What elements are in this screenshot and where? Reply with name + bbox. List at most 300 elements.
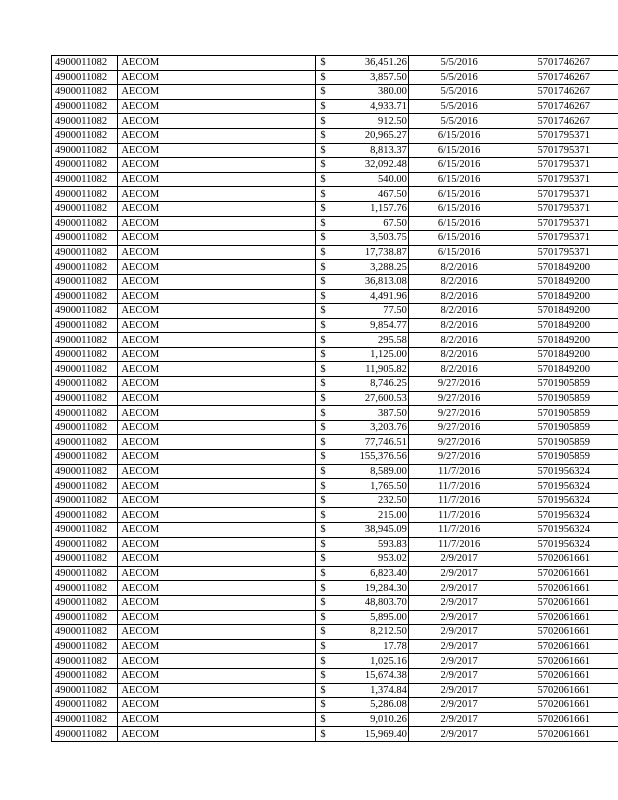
vendor-id-cell[interactable] <box>52 639 118 654</box>
date-cell[interactable] <box>408 420 509 435</box>
document-number-cell[interactable] <box>509 377 618 392</box>
document-number-cell[interactable] <box>509 143 618 158</box>
date-cell[interactable] <box>408 435 509 450</box>
document-number-cell[interactable] <box>509 639 618 654</box>
vendor-id-cell[interactable] <box>52 362 118 377</box>
amount-cell[interactable] <box>341 289 409 304</box>
vendor-name-cell[interactable] <box>118 610 316 625</box>
amount-cell[interactable] <box>341 158 409 173</box>
vendor-id-cell[interactable] <box>52 712 118 727</box>
currency-cell[interactable] <box>316 625 341 640</box>
date-cell[interactable] <box>408 333 509 348</box>
vendor-id-cell[interactable] <box>52 172 118 187</box>
vendor-name-cell[interactable] <box>118 566 316 581</box>
vendor-id-cell[interactable] <box>52 625 118 640</box>
vendor-id-cell[interactable] <box>52 479 118 494</box>
date-cell[interactable] <box>408 187 509 202</box>
date-cell-text: 8/2/2016 <box>440 290 478 302</box>
currency-cell[interactable] <box>316 362 341 377</box>
amount-cell[interactable] <box>341 333 409 348</box>
document-number-cell[interactable] <box>509 683 618 698</box>
amount-cell[interactable] <box>341 260 409 275</box>
vendor-id-cell[interactable] <box>52 347 118 362</box>
currency-cell[interactable] <box>316 450 341 465</box>
amount-cell[interactable] <box>341 581 409 596</box>
date-cell[interactable] <box>408 70 509 85</box>
document-number-cell[interactable] <box>509 464 618 479</box>
amount-cell[interactable] <box>341 128 409 143</box>
date-cell[interactable] <box>408 274 509 289</box>
amount-cell[interactable] <box>341 493 409 508</box>
document-number-cell-text: 5701849200 <box>537 349 590 361</box>
vendor-name-cell[interactable] <box>118 464 316 479</box>
date-cell[interactable] <box>408 508 509 523</box>
amount-cell[interactable] <box>341 435 409 450</box>
date-cell[interactable] <box>408 128 509 143</box>
vendor-id-cell[interactable] <box>52 377 118 392</box>
amount-cell[interactable] <box>341 566 409 581</box>
document-number-cell[interactable] <box>509 712 618 727</box>
currency-cell[interactable] <box>316 523 341 538</box>
date-cell[interactable] <box>408 377 509 392</box>
vendor-name-cell[interactable] <box>118 668 316 683</box>
date-cell[interactable] <box>408 216 509 231</box>
amount-cell[interactable] <box>341 420 409 435</box>
document-number-cell[interactable] <box>509 610 618 625</box>
document-number-cell[interactable] <box>509 172 618 187</box>
amount-cell[interactable] <box>341 56 409 71</box>
currency-cell[interactable] <box>316 216 341 231</box>
amount-cell[interactable] <box>341 727 409 742</box>
document-number-cell[interactable] <box>509 391 618 406</box>
amount-cell[interactable] <box>341 187 409 202</box>
date-cell-text: 8/2/2016 <box>440 363 478 375</box>
document-number-cell[interactable] <box>509 70 618 85</box>
vendor-id-cell[interactable] <box>52 391 118 406</box>
document-number-cell[interactable] <box>509 85 618 100</box>
currency-cell[interactable] <box>316 172 341 187</box>
date-cell[interactable] <box>408 114 509 129</box>
document-number-cell[interactable] <box>509 668 618 683</box>
date-cell[interactable] <box>408 260 509 275</box>
vendor-name-cell[interactable] <box>118 698 316 713</box>
vendor-name-cell[interactable] <box>118 114 316 129</box>
date-cell[interactable] <box>408 610 509 625</box>
vendor-name-cell[interactable] <box>118 391 316 406</box>
amount-cell[interactable] <box>341 362 409 377</box>
document-number-cell[interactable] <box>509 493 618 508</box>
vendor-name-cell[interactable] <box>118 362 316 377</box>
currency-cell[interactable] <box>316 654 341 669</box>
document-number-cell[interactable] <box>509 56 618 71</box>
vendor-id-cell[interactable] <box>52 654 118 669</box>
vendor-name-cell[interactable] <box>118 479 316 494</box>
currency-cell[interactable] <box>316 391 341 406</box>
document-number-cell[interactable] <box>509 479 618 494</box>
document-number-cell[interactable] <box>509 158 618 173</box>
document-number-cell[interactable] <box>509 595 618 610</box>
currency-cell[interactable] <box>316 231 341 246</box>
vendor-name-cell[interactable] <box>118 245 316 260</box>
amount-cell[interactable] <box>341 683 409 698</box>
date-cell[interactable] <box>408 201 509 216</box>
vendor-name-cell[interactable] <box>118 537 316 552</box>
vendor-name-cell[interactable] <box>118 128 316 143</box>
date-cell[interactable] <box>408 479 509 494</box>
date-cell[interactable] <box>408 318 509 333</box>
document-number-cell[interactable] <box>509 435 618 450</box>
amount-cell[interactable] <box>341 406 409 421</box>
vendor-id-cell-text: 4900011082 <box>55 670 108 682</box>
vendor-id-cell[interactable] <box>52 187 118 202</box>
date-cell[interactable] <box>408 245 509 260</box>
amount-cell[interactable] <box>341 537 409 552</box>
vendor-id-cell[interactable] <box>52 683 118 698</box>
document-number-cell[interactable] <box>509 289 618 304</box>
date-cell[interactable] <box>408 639 509 654</box>
currency-cell[interactable] <box>316 56 341 71</box>
amount-cell[interactable] <box>341 114 409 129</box>
date-cell[interactable] <box>408 347 509 362</box>
currency-cell[interactable] <box>316 712 341 727</box>
vendor-name-cell[interactable] <box>118 274 316 289</box>
date-cell[interactable] <box>408 172 509 187</box>
vendor-name-cell[interactable] <box>118 523 316 538</box>
document-number-cell[interactable] <box>509 260 618 275</box>
currency-cell[interactable] <box>316 552 341 567</box>
amount-cell[interactable] <box>341 610 409 625</box>
document-number-cell[interactable] <box>509 727 618 742</box>
date-cell[interactable] <box>408 712 509 727</box>
date-cell[interactable] <box>408 406 509 421</box>
date-cell[interactable] <box>408 362 509 377</box>
date-cell[interactable] <box>408 158 509 173</box>
date-cell[interactable] <box>408 143 509 158</box>
document-number-cell[interactable] <box>509 245 618 260</box>
currency-cell[interactable] <box>316 260 341 275</box>
currency-cell[interactable] <box>316 406 341 421</box>
currency-cell[interactable] <box>316 128 341 143</box>
document-number-cell[interactable] <box>509 625 618 640</box>
document-number-cell[interactable] <box>509 581 618 596</box>
date-cell[interactable] <box>408 698 509 713</box>
document-number-cell[interactable] <box>509 304 618 319</box>
vendor-name-cell[interactable] <box>118 377 316 392</box>
document-number-cell[interactable] <box>509 508 618 523</box>
currency-cell[interactable] <box>316 581 341 596</box>
vendor-id-cell[interactable] <box>52 464 118 479</box>
vendor-id-cell[interactable] <box>52 508 118 523</box>
vendor-id-cell[interactable] <box>52 289 118 304</box>
currency-cell[interactable] <box>316 377 341 392</box>
table-row <box>52 56 618 71</box>
amount-cell[interactable] <box>341 216 409 231</box>
vendor-id-cell[interactable] <box>52 610 118 625</box>
vendor-id-cell[interactable] <box>52 245 118 260</box>
date-cell[interactable] <box>408 566 509 581</box>
date-cell-text: 2/9/2017 <box>440 728 478 740</box>
vendor-id-cell[interactable] <box>52 56 118 71</box>
vendor-id-cell[interactable] <box>52 114 118 129</box>
currency-cell[interactable] <box>316 274 341 289</box>
vendor-id-cell[interactable] <box>52 595 118 610</box>
amount-cell[interactable] <box>341 201 409 216</box>
amount-cell[interactable] <box>341 595 409 610</box>
vendor-name-cell[interactable] <box>118 304 316 319</box>
currency-cell[interactable] <box>316 479 341 494</box>
vendor-name-cell[interactable] <box>118 260 316 275</box>
vendor-name-cell-text: AECOM <box>121 641 160 653</box>
vendor-id-cell[interactable] <box>52 128 118 143</box>
currency-cell[interactable] <box>316 698 341 713</box>
amount-cell[interactable] <box>341 625 409 640</box>
document-number-cell[interactable] <box>509 187 618 202</box>
vendor-id-cell[interactable] <box>52 493 118 508</box>
document-number-cell[interactable] <box>509 347 618 362</box>
currency-cell[interactable] <box>316 727 341 742</box>
currency-cell[interactable] <box>316 99 341 114</box>
document-number-cell[interactable] <box>509 128 618 143</box>
currency-cell[interactable] <box>316 158 341 173</box>
vendor-id-cell[interactable] <box>52 260 118 275</box>
currency-cell[interactable] <box>316 318 341 333</box>
date-cell[interactable] <box>408 56 509 71</box>
vendor-id-cell[interactable] <box>52 201 118 216</box>
document-number-cell[interactable] <box>509 537 618 552</box>
amount-cell[interactable] <box>341 143 409 158</box>
date-cell[interactable] <box>408 727 509 742</box>
vendor-name-cell[interactable] <box>118 347 316 362</box>
document-number-cell[interactable] <box>509 114 618 129</box>
date-cell[interactable] <box>408 289 509 304</box>
amount-cell-text: 380.00 <box>377 86 407 98</box>
vendor-name-cell[interactable] <box>118 99 316 114</box>
document-number-cell[interactable] <box>509 274 618 289</box>
document-number-cell[interactable] <box>509 420 618 435</box>
amount-cell-text: 1,765.50 <box>370 480 407 492</box>
vendor-id-cell[interactable] <box>52 318 118 333</box>
date-cell[interactable] <box>408 493 509 508</box>
vendor-id-cell[interactable] <box>52 435 118 450</box>
vendor-name-cell[interactable] <box>118 201 316 216</box>
amount-cell[interactable] <box>341 70 409 85</box>
vendor-name-cell[interactable] <box>118 172 316 187</box>
amount-cell[interactable] <box>341 552 409 567</box>
currency-cell[interactable] <box>316 245 341 260</box>
document-number-cell[interactable] <box>509 552 618 567</box>
date-cell[interactable] <box>408 683 509 698</box>
document-number-cell[interactable] <box>509 698 618 713</box>
date-cell[interactable] <box>408 581 509 596</box>
vendor-id-cell[interactable] <box>52 304 118 319</box>
date-cell[interactable] <box>408 668 509 683</box>
amount-cell[interactable] <box>341 668 409 683</box>
date-cell[interactable] <box>408 654 509 669</box>
amount-cell[interactable] <box>341 391 409 406</box>
currency-cell[interactable] <box>316 683 341 698</box>
vendor-id-cell[interactable] <box>52 143 118 158</box>
amount-cell[interactable] <box>341 523 409 538</box>
vendor-name-cell-text: AECOM <box>121 57 160 69</box>
date-cell[interactable] <box>408 99 509 114</box>
currency-cell[interactable] <box>316 201 341 216</box>
currency-cell[interactable] <box>316 435 341 450</box>
amount-cell[interactable] <box>341 304 409 319</box>
vendor-id-cell[interactable] <box>52 99 118 114</box>
currency-cell[interactable] <box>316 508 341 523</box>
currency-cell[interactable] <box>316 566 341 581</box>
vendor-name-cell[interactable] <box>118 625 316 640</box>
vendor-name-cell[interactable] <box>118 85 316 100</box>
currency-cell[interactable] <box>316 114 341 129</box>
date-cell[interactable] <box>408 625 509 640</box>
currency-cell[interactable] <box>316 289 341 304</box>
date-cell[interactable] <box>408 231 509 246</box>
vendor-id-cell[interactable] <box>52 70 118 85</box>
currency-cell-text: $ <box>320 670 326 682</box>
date-cell[interactable] <box>408 391 509 406</box>
date-cell[interactable] <box>408 85 509 100</box>
amount-cell[interactable] <box>341 712 409 727</box>
currency-cell[interactable] <box>316 347 341 362</box>
vendor-id-cell[interactable] <box>52 216 118 231</box>
currency-cell[interactable] <box>316 537 341 552</box>
vendor-id-cell[interactable] <box>52 668 118 683</box>
vendor-name-cell[interactable] <box>118 508 316 523</box>
vendor-name-cell[interactable] <box>118 406 316 421</box>
document-number-cell[interactable] <box>509 318 618 333</box>
currency-cell[interactable] <box>316 70 341 85</box>
document-number-cell[interactable] <box>509 450 618 465</box>
vendor-id-cell[interactable] <box>52 231 118 246</box>
document-number-cell-text: 5702061661 <box>537 597 590 609</box>
currency-cell[interactable] <box>316 187 341 202</box>
vendor-id-cell-text: 4900011082 <box>55 699 108 711</box>
vendor-name-cell[interactable] <box>118 158 316 173</box>
vendor-name-cell[interactable] <box>118 318 316 333</box>
currency-cell[interactable] <box>316 420 341 435</box>
vendor-id-cell[interactable] <box>52 698 118 713</box>
vendor-id-cell[interactable] <box>52 537 118 552</box>
amount-cell[interactable] <box>341 698 409 713</box>
vendor-id-cell[interactable] <box>52 727 118 742</box>
vendor-name-cell[interactable] <box>118 420 316 435</box>
vendor-name-cell[interactable] <box>118 712 316 727</box>
date-cell[interactable] <box>408 595 509 610</box>
vendor-name-cell[interactable] <box>118 595 316 610</box>
amount-cell[interactable] <box>341 318 409 333</box>
date-cell[interactable] <box>408 450 509 465</box>
amount-cell[interactable] <box>341 479 409 494</box>
table-row <box>52 143 618 158</box>
vendor-name-cell[interactable] <box>118 333 316 348</box>
vendor-id-cell[interactable] <box>52 274 118 289</box>
currency-cell[interactable] <box>316 333 341 348</box>
amount-cell[interactable] <box>341 450 409 465</box>
vendor-name-cell[interactable] <box>118 727 316 742</box>
document-number-cell[interactable] <box>509 216 618 231</box>
vendor-id-cell[interactable] <box>52 85 118 100</box>
currency-cell[interactable] <box>316 639 341 654</box>
vendor-name-cell[interactable] <box>118 56 316 71</box>
vendor-name-cell[interactable] <box>118 493 316 508</box>
currency-cell[interactable] <box>316 464 341 479</box>
vendor-id-cell[interactable] <box>52 333 118 348</box>
vendor-name-cell[interactable] <box>118 552 316 567</box>
vendor-name-cell[interactable] <box>118 289 316 304</box>
vendor-name-cell[interactable] <box>118 654 316 669</box>
date-cell[interactable] <box>408 304 509 319</box>
amount-cell[interactable] <box>341 377 409 392</box>
vendor-id-cell[interactable] <box>52 581 118 596</box>
vendor-name-cell[interactable] <box>118 187 316 202</box>
vendor-id-cell[interactable] <box>52 406 118 421</box>
date-cell[interactable] <box>408 537 509 552</box>
vendor-name-cell[interactable] <box>118 435 316 450</box>
currency-cell[interactable] <box>316 610 341 625</box>
currency-cell[interactable] <box>316 304 341 319</box>
amount-cell[interactable] <box>341 172 409 187</box>
document-number-cell[interactable] <box>509 654 618 669</box>
vendor-name-cell[interactable] <box>118 639 316 654</box>
amount-cell[interactable] <box>341 654 409 669</box>
vendor-id-cell[interactable] <box>52 450 118 465</box>
amount-cell[interactable] <box>341 508 409 523</box>
vendor-id-cell[interactable] <box>52 523 118 538</box>
vendor-id-cell[interactable] <box>52 420 118 435</box>
vendor-name-cell[interactable] <box>118 231 316 246</box>
currency-cell[interactable] <box>316 143 341 158</box>
amount-cell[interactable] <box>341 464 409 479</box>
document-number-cell[interactable] <box>509 362 618 377</box>
vendor-name-cell[interactable] <box>118 143 316 158</box>
vendor-name-cell-text: AECOM <box>121 363 160 375</box>
document-number-cell[interactable] <box>509 566 618 581</box>
currency-cell[interactable] <box>316 668 341 683</box>
document-number-cell[interactable] <box>509 406 618 421</box>
date-cell[interactable] <box>408 552 509 567</box>
currency-cell[interactable] <box>316 595 341 610</box>
vendor-id-cell[interactable] <box>52 552 118 567</box>
vendor-name-cell[interactable] <box>118 683 316 698</box>
amount-cell[interactable] <box>341 639 409 654</box>
vendor-name-cell[interactable] <box>118 70 316 85</box>
vendor-id-cell[interactable] <box>52 566 118 581</box>
currency-cell[interactable] <box>316 493 341 508</box>
document-number-cell[interactable] <box>509 231 618 246</box>
document-number-cell-text: 5702061661 <box>537 626 590 638</box>
document-number-cell[interactable] <box>509 99 618 114</box>
document-number-cell[interactable] <box>509 333 618 348</box>
amount-cell[interactable] <box>341 231 409 246</box>
date-cell[interactable] <box>408 523 509 538</box>
vendor-name-cell[interactable] <box>118 216 316 231</box>
vendor-name-cell[interactable] <box>118 581 316 596</box>
currency-cell-text: $ <box>320 568 326 580</box>
amount-cell[interactable] <box>341 85 409 100</box>
currency-cell[interactable] <box>316 85 341 100</box>
vendor-name-cell[interactable] <box>118 450 316 465</box>
date-cell[interactable] <box>408 464 509 479</box>
document-number-cell[interactable] <box>509 201 618 216</box>
amount-cell[interactable] <box>341 347 409 362</box>
amount-cell[interactable] <box>341 99 409 114</box>
amount-cell[interactable] <box>341 274 409 289</box>
document-number-cell-text: 5701746267 <box>537 101 590 113</box>
amount-cell[interactable] <box>341 245 409 260</box>
document-number-cell[interactable] <box>509 523 618 538</box>
vendor-id-cell[interactable] <box>52 158 118 173</box>
